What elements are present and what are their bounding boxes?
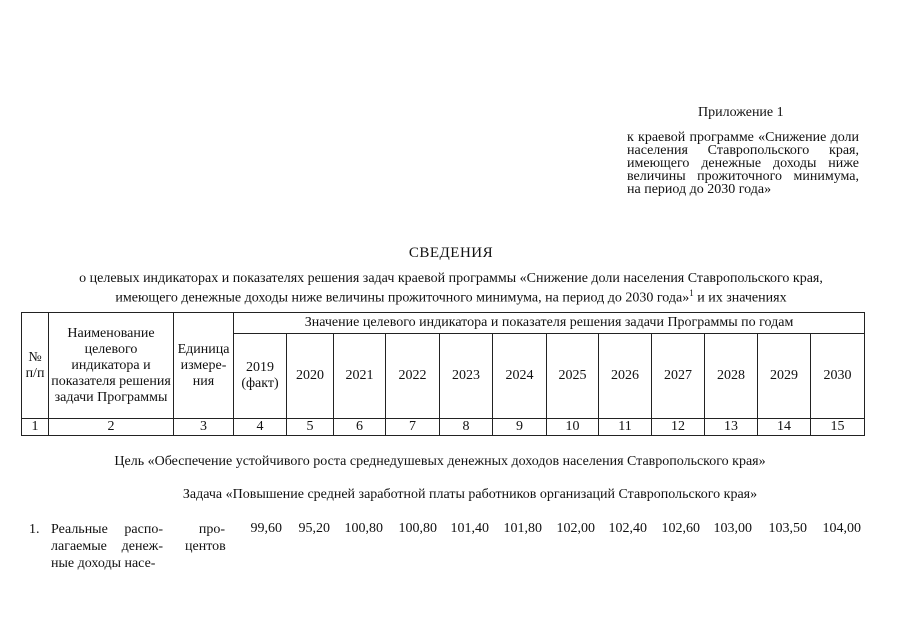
row-value-cell: 103,50	[768, 521, 807, 536]
header-year: 2028	[705, 334, 758, 419]
column-number-cell: 13	[705, 419, 758, 436]
header-year: 2029	[758, 334, 811, 419]
column-number-cell: 4	[234, 419, 287, 436]
column-number-cell: 1	[22, 419, 49, 436]
row-value-cell: 102,60	[661, 521, 700, 536]
column-number-cell: 14	[758, 419, 811, 436]
column-number-cell: 3	[174, 419, 234, 436]
row-value-cell: 104,00	[822, 521, 861, 536]
document-subtitle	[30, 272, 872, 306]
row-value-cell: 100,80	[398, 521, 437, 536]
column-numbers-row	[22, 419, 865, 436]
row-unit: про-центов	[185, 522, 226, 554]
column-number-cell: 11	[599, 419, 652, 436]
subtitle-line-2: имеющего денежные доходы ниже величины прожиточного минимума, на период до 2030 года»	[115, 290, 690, 306]
header-num: № п/п	[22, 313, 49, 419]
column-number-cell: 10	[547, 419, 599, 436]
header-values-by-year: Значение целевого индикатора и показателя решения задачи Программы по годам	[234, 313, 865, 334]
row-value-cell: 102,00	[556, 521, 595, 536]
header-year: 2024	[493, 334, 547, 419]
subtitle-line-1: о целевых индикаторах и показателях решения задач краевой программы «Снижение доли населения Ставропольского края,	[79, 271, 823, 286]
row-number: 1.	[29, 522, 40, 537]
column-number-cell: 9	[493, 419, 547, 436]
header-year: 2022	[386, 334, 440, 419]
row-value-cell: 95,20	[298, 521, 330, 536]
goal-heading: Цель «Обеспечение устойчивого роста среднедушевых денежных доходов населения Ставропольского края»	[114, 454, 766, 469]
header-indicator-name: Наименование целевого индикатора и показателя решения задачи Программы	[49, 313, 174, 419]
header-year: 2027	[652, 334, 705, 419]
header-unit: Единица измере-ния	[174, 313, 234, 419]
task-heading: Задача «Повышение средней заработной платы работников организаций Ставропольского края»	[182, 487, 758, 502]
row-value-cell: 99,60	[250, 521, 282, 536]
row-value-cell: 101,80	[503, 521, 542, 536]
header-year: 2021	[334, 334, 386, 419]
row-value-cell: 100,80	[344, 521, 383, 536]
header-year: 2026	[599, 334, 652, 419]
row-value-cell: 101,40	[450, 521, 489, 536]
footnote-mark: 1	[689, 288, 694, 298]
subtitle-tail: и их значениях	[693, 290, 787, 306]
column-number-cell: 5	[287, 419, 334, 436]
appendix-note: к краевой программе «Снижение доли населения Ставропольского края, имеющего денежные доходы ниже величины прожиточного минимума, на период до 2030 года»	[627, 130, 859, 197]
appendix-title: Приложение 1	[698, 105, 784, 120]
header-year: 2030	[811, 334, 865, 419]
header-year: 2025	[547, 334, 599, 419]
column-number-cell: 2	[49, 419, 174, 436]
row-indicator-name: Реальные распо-лагаемые денеж-ные доходы насе-	[51, 522, 163, 571]
row-value-cell: 103,00	[713, 521, 752, 536]
document-title: СВЕДЕНИЯ	[408, 245, 494, 261]
column-number-cell: 8	[440, 419, 493, 436]
header-year: 2019 (факт)	[234, 334, 287, 419]
column-number-cell: 15	[811, 419, 865, 436]
indicators-table	[21, 312, 865, 436]
column-number-cell: 12	[652, 419, 705, 436]
column-number-cell: 7	[386, 419, 440, 436]
row-value-cell: 102,40	[608, 521, 647, 536]
header-year: 2023	[440, 334, 493, 419]
column-number-cell: 6	[334, 419, 386, 436]
header-year: 2020	[287, 334, 334, 419]
